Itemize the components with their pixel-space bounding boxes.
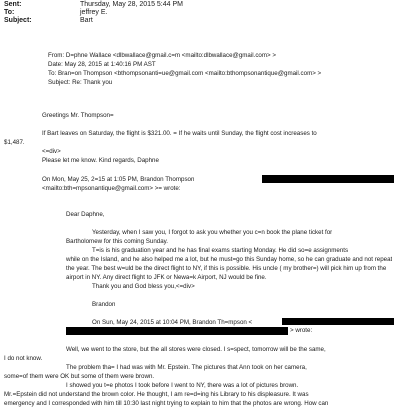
fwd-subject: Subject: Re: Thank you — [48, 79, 113, 86]
redaction-bar — [66, 327, 288, 335]
letter-salutation: Dear Daphne, — [66, 211, 105, 218]
letter-p1-l2: Bartholomew for this coming Sunday. — [66, 238, 169, 245]
reply-line3: <=div> — [42, 148, 61, 155]
quote2-wrote: > wrote: — [290, 327, 313, 334]
fwd-date: Date: May 28, 2015 at 1:40:16 PM AST — [48, 61, 156, 68]
letter2-l1: Well, we went to the store, but the all stores were closed. I s=spect, tomorrow will be the same, — [66, 346, 326, 353]
letter-thanks: Thank you and God bless you,<=div> — [92, 283, 195, 290]
quote1-mailto: <mailto:bth=mpsonantique@gmail.com> >= wrote: — [42, 185, 181, 192]
letter2-l2: I do not know. — [4, 355, 43, 362]
to-value: jeffrey E. — [80, 9, 108, 16]
quote1-on-line: On Mon, May 25, 2=15 at 1:05 PM, Brandon Thompson — [42, 176, 195, 183]
letter-p2-l2: while on the Island, and he also helped me a lot, but he must=go this Sunday home, so he can graduate and not repeat — [66, 256, 393, 263]
redaction-bar — [282, 318, 394, 325]
letter2-l5: I showed you t=e photos I took before I went to NY, there was a lot of pictures brown. — [66, 382, 299, 389]
quote2-on-line: On Sun, May 24, 2015 at 10:04 PM, Brandon Th=mpson < — [92, 319, 253, 326]
letter-p1-l1: Yesterday, when I saw you, I forgot to ask you whether you c=n book the plane ticket for — [92, 229, 333, 236]
reply-line1: If Bart leaves on Saturday, the flight is $321.00. = If he waits until Sunday, the flight cost increases to — [42, 130, 317, 137]
to-label: To: — [4, 9, 15, 16]
sent-label: Sent: — [4, 1, 22, 8]
letter-p2-l1: T=is is his graduation year and he has final exams starting Monday. He did so=e assignments — [92, 247, 349, 254]
fwd-from: From: D=phne Wallace <dlbwallace@gmail.c=m <mailto:dlbwallace@gmail.com> > — [48, 52, 276, 59]
reply-greeting: Greetings Mr. Thompson= — [42, 112, 114, 119]
letter-p2-l4: airport in NY. Any direct flight to JFK or Newa=k Airport, NJ would be fine. — [66, 274, 267, 281]
reply-line4: Please let me know. Kind regards, Daphne — [42, 157, 159, 164]
redaction-bar — [262, 175, 394, 183]
letter-p2-l3: the year. The best w=uld be the direct flight to NY, if this is possible. His uncle ( my brother=) will pick him up from the — [66, 265, 387, 272]
sent-value: Thursday, May 28, 2015 5:44 PM — [80, 1, 183, 8]
letter2-l7: emergency and I corresponded with him till 10:30 last night trying to explain to him that the photos are wrong. How can — [4, 400, 329, 407]
letter2-l3: The problem tha= I had was with Mr. Epstein. The pictures that Ann took on her camera, — [66, 364, 307, 371]
letter-sign: Brandon — [92, 301, 116, 308]
letter2-l6: Mr.=Epstein did not understand the brown color. He thought, I am re=d=ing his Library to his displeasure. It was — [4, 391, 309, 398]
subject-label: Subject: — [4, 17, 32, 24]
letter2-l4: some=of them were OK but some of them were brown. — [4, 373, 155, 380]
fwd-to: To: Bran=on Thompson <bthompsonanti=ue@gmail.com <mailto:bthompsonantique@gmail.com> > — [48, 70, 322, 77]
subject-value: Bart — [80, 17, 93, 24]
reply-line2: $1,487. — [4, 139, 25, 146]
